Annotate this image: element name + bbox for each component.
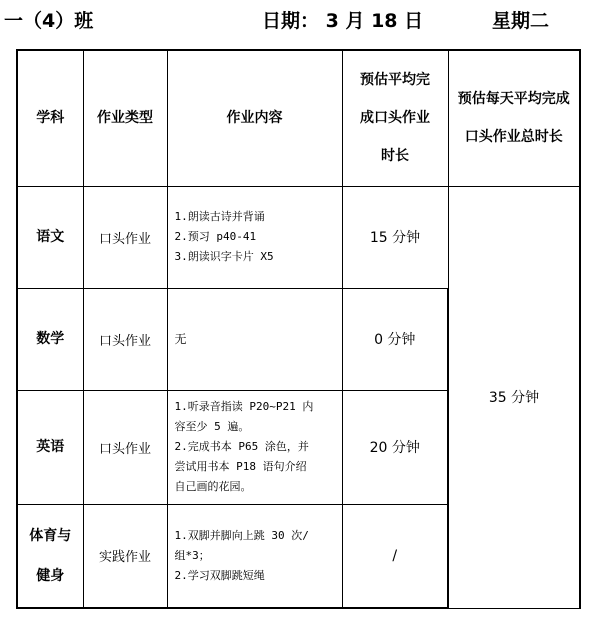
content-line: 组*3； (174, 548, 210, 562)
duration-cell: / (342, 504, 448, 608)
content-line: 2.完成书本 P65 涂色，并 (174, 440, 309, 453)
header-total-duration (448, 50, 580, 186)
type-cell: 口头作业 (83, 390, 167, 504)
total-duration-cell: 35 分钟 (448, 186, 580, 608)
type-cell: 口头作业 (83, 186, 167, 288)
type-cell: 实践作业 (83, 504, 167, 608)
subject-line: 语文 (36, 229, 65, 245)
subject-cell (17, 186, 83, 288)
table-row (17, 186, 580, 288)
content-line: 2.预习 p40-41 (174, 230, 257, 243)
date-label: 日期： 3 月 18 日 (262, 10, 424, 32)
content-cell (167, 288, 342, 390)
content-line: 容至少 5 遍。 (174, 420, 250, 433)
subject-cell (17, 504, 83, 608)
subject-line: 数学 (36, 331, 65, 347)
content-cell (167, 390, 342, 504)
subject-cell (17, 390, 83, 504)
duration-cell: 0 分钟 (342, 288, 448, 390)
type-cell: 口头作业 (83, 288, 167, 390)
header-subject: 学科 (17, 50, 83, 186)
subject-line: 体育与 (29, 527, 72, 544)
content-line: 尝试用书本 P18 语句介绍 (174, 460, 307, 473)
duration-cell: 20 分钟 (342, 390, 448, 504)
content-cell (167, 186, 342, 288)
content-line: 3.朗读识字卡片 X5 (174, 250, 274, 263)
header-content: 作业内容 (167, 50, 342, 186)
header-type: 作业类型 (83, 50, 167, 186)
content-line: 1.听录音指读 P20~P21 内 (174, 400, 314, 413)
weekday-label: 星期二 (492, 10, 550, 32)
subject-cell (17, 288, 83, 390)
header-total-line: 预估每天平均完成 (457, 91, 570, 108)
content-line: 无 (174, 332, 187, 346)
homework-table (16, 49, 581, 609)
header-total-line: 口头作业总时长 (464, 129, 563, 146)
header-avg-line: 预估平均完 (360, 72, 430, 89)
content-line: 自己画的花园。 (174, 480, 252, 493)
header-avg-duration (342, 50, 448, 186)
class-title: 一（4）班 (4, 10, 94, 32)
content-line: 2.学习双脚跳短绳 (174, 568, 265, 582)
header-avg-line: 成口头作业 (360, 110, 430, 127)
content-line: 1.双脚并脚向上跳 30 次/ (174, 528, 309, 542)
content-line: 1.朗读古诗并背诵 (174, 210, 265, 223)
header-avg-line: 时长 (381, 148, 409, 165)
header-row (17, 50, 580, 186)
subject-line: 英语 (36, 439, 65, 455)
subject-line: 健身 (36, 567, 65, 584)
duration-cell: 15 分钟 (342, 186, 448, 288)
content-cell (167, 504, 342, 608)
